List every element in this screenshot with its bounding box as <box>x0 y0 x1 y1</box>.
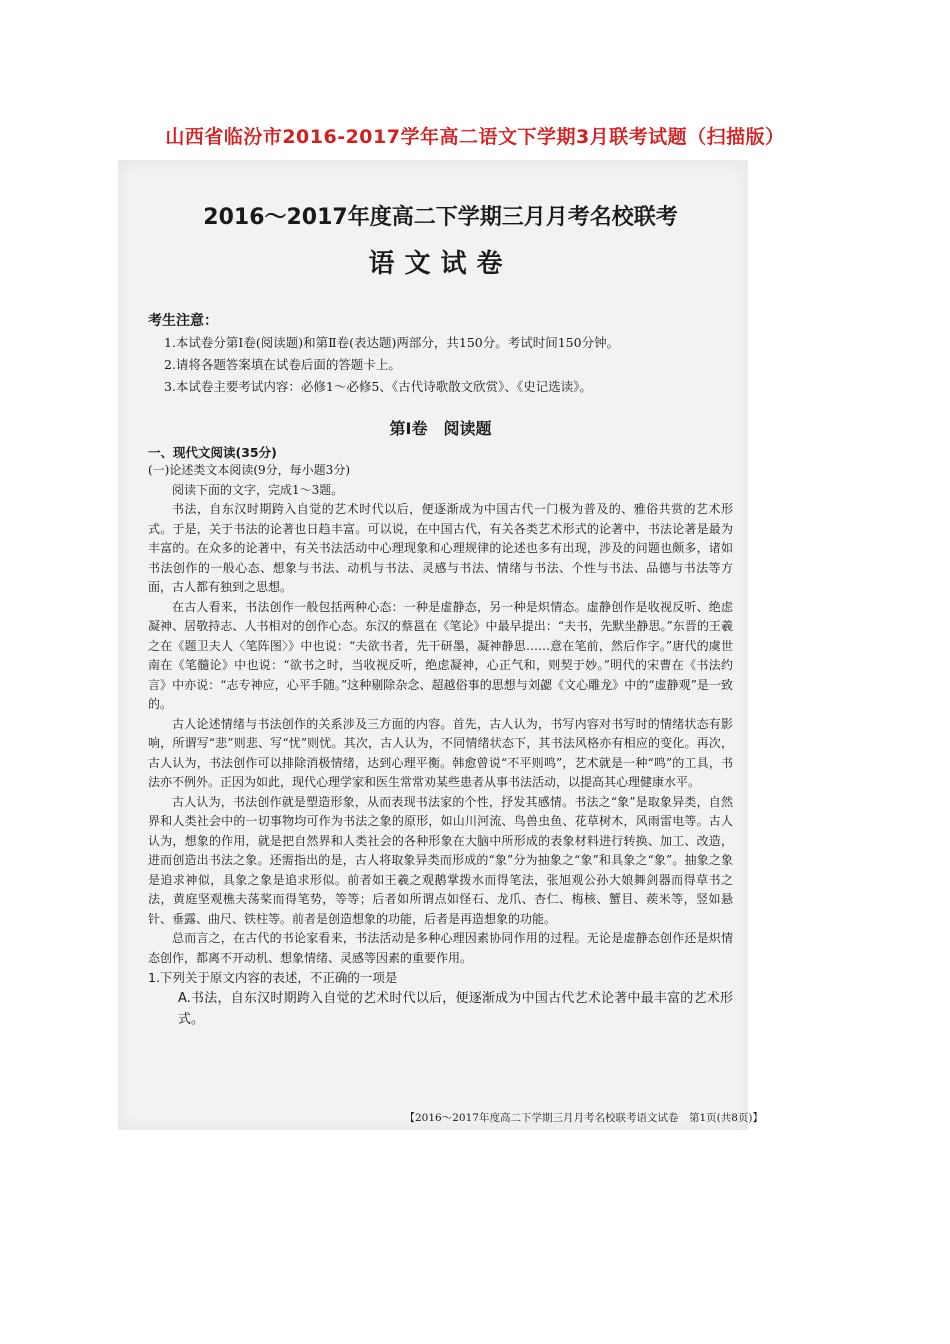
instruction: 阅读下面的文字，完成1～3题。 <box>172 482 344 497</box>
notice-heading: 考生注意： <box>148 313 218 329</box>
passage-paragraph: 古人认为，书法创作就是塑造形象，从而表现书法家的个性，抒发其感情。书法之“象”是取象异类，自然界和人类社会中的一切事物均可作为书法之象的原形，如山川河流、鸟兽虫鱼、花草树木，风雨雷电等。古人认为，想象的作用，就是把自然界和人类社会的各种形象在大脑中所形成的表象材料进行转换、加工、改造，进而创造出书法之象。还需指出的是，古人将取象异类而形成的“象”分为抽象之“象”和具象之“象”。抽象之象是追求神似，具象之象是追求形似。前者如王羲之观鹅掌拨水而得笔法，张旭观公孙大娘舞剑器而得草书之法，黄庭坚观樵夫荡桨而得笔势，等等；后者如所谓点如怪石、龙爪、杏仁、梅核、蟹目、蒺米等，竖如悬针、垂露、曲尺、铁柱等。前者是创造想象的功能，后者是再造想象的功能。 <box>148 794 733 926</box>
passage-paragraph: 在古人看来，书法创作一般包括两种心态：一种是虚静态，另一种是炽情态。虚静创作是收视反听、绝虑凝神、居敬持志、人书相对的创作心态。东汉的蔡邕在《笔论》中最早提出：“夫书，先默坐静思。”东晋的王羲之在《题卫夫人〈笔阵图〉》中也说：“夫欲书者，先干研墨，凝神静思……意在笔前，然后作字。”唐代的虞世南在《笔髓论》中也说：“欲书之时，当收视反听，绝虑凝神，心正气和，则契于妙。”明代的宋曹在《书法约言》中亦说：“志专神应，心平手随。”这种剔除杂念、超越俗事的思想与刘勰《文心雕龙》中的“虚静观”是一致的。 <box>148 599 733 711</box>
section-heading: 第Ⅰ卷 阅读题 <box>389 419 492 438</box>
question-stem: 1.下列关于原文内容的表述，不正确的一项是 <box>148 970 398 985</box>
passage-paragraph: 总而言之，在古代的书论家看来，书法活动是多种心理因素协同作用的过程。无论是虚静态创作还是炽情态创作，都离不开动机、想象情绪、灵感等因素的重要作用。 <box>148 931 733 965</box>
question-option-a: A.书法，自东汉时期跨入自觉的艺术时代以后，便逐渐成为中国古代艺术论著中最丰富的艺术形式。 <box>178 990 733 1027</box>
exam-title: 2016～2017年度高二下学期三月月考名校联考 <box>203 205 678 230</box>
passage-paragraph: 书法，自东汉时期跨入自觉的艺术时代以后，便逐渐成为中国古代一门极为普及的、雅俗共赏的艺术形式。于是，关于书法的论著也日趋丰富。可以说，在中国古代，有关各类艺术形式的论著中，书法论著是最为丰富的。在众多的论著中，有关书法活动中心理现象和心理规律的论述也多有出现，涉及的问题也颇多，诸如书法创作的一般心态、想象与书法、动机与书法、灵感与书法、情绪与书法、个性与书法、品德与书法等方面，古人都有独到之思想。 <box>148 502 733 594</box>
document-title: 山西省临汾市2016-2017学年高二语文下学期3月联考试题（扫描版） <box>165 126 785 148</box>
page-footer: 【2016～2017年度高二下学期三月月考名校联考语文试卷 第1页(共8页)】 <box>404 1112 763 1124</box>
exam-subtitle: 语文试卷 <box>368 249 513 279</box>
notice-item: 3.本试卷主要考试内容：必修1～必修5、《古代诗歌散文欣赏》、《史记选读》。 <box>164 379 592 394</box>
part-subheading: (一)论述类文本阅读(9分，每小题3分) <box>148 463 350 477</box>
passage-paragraph: 古人论述情绪与书法创作的关系涉及三方面的内容。首先，古人认为，书写内容对书写时的情绪状态有影响，所谓写“悲”则悲、写“忧”则忧。其次，古人认为，不同情绪状态下，其书法风格亦有相应的变化。再次，古人认为，书法创作可以排除消极情绪，达到心理平衡。韩愈曾说“不平则鸣”，艺术就是一种“鸣”的工具，书法亦不例外。正因为如此，现代心理学家和医生常常劝某些患者从事书法活动，以提高其心理健康水平。 <box>148 716 733 789</box>
exam-content <box>148 200 763 1124</box>
reading-passage <box>148 461 733 1030</box>
scanned-exam-page <box>118 160 763 1130</box>
part-heading: 一、现代文阅读(35分) <box>148 445 277 460</box>
candidate-notice <box>148 310 733 398</box>
notice-item: 1.本试卷分第Ⅰ卷(阅读题)和第Ⅱ卷(表达题)两部分，共150分。考试时间150分钟。 <box>164 335 620 350</box>
notice-item: 2.请将各题答案填在试卷后面的答题卡上。 <box>164 357 401 372</box>
